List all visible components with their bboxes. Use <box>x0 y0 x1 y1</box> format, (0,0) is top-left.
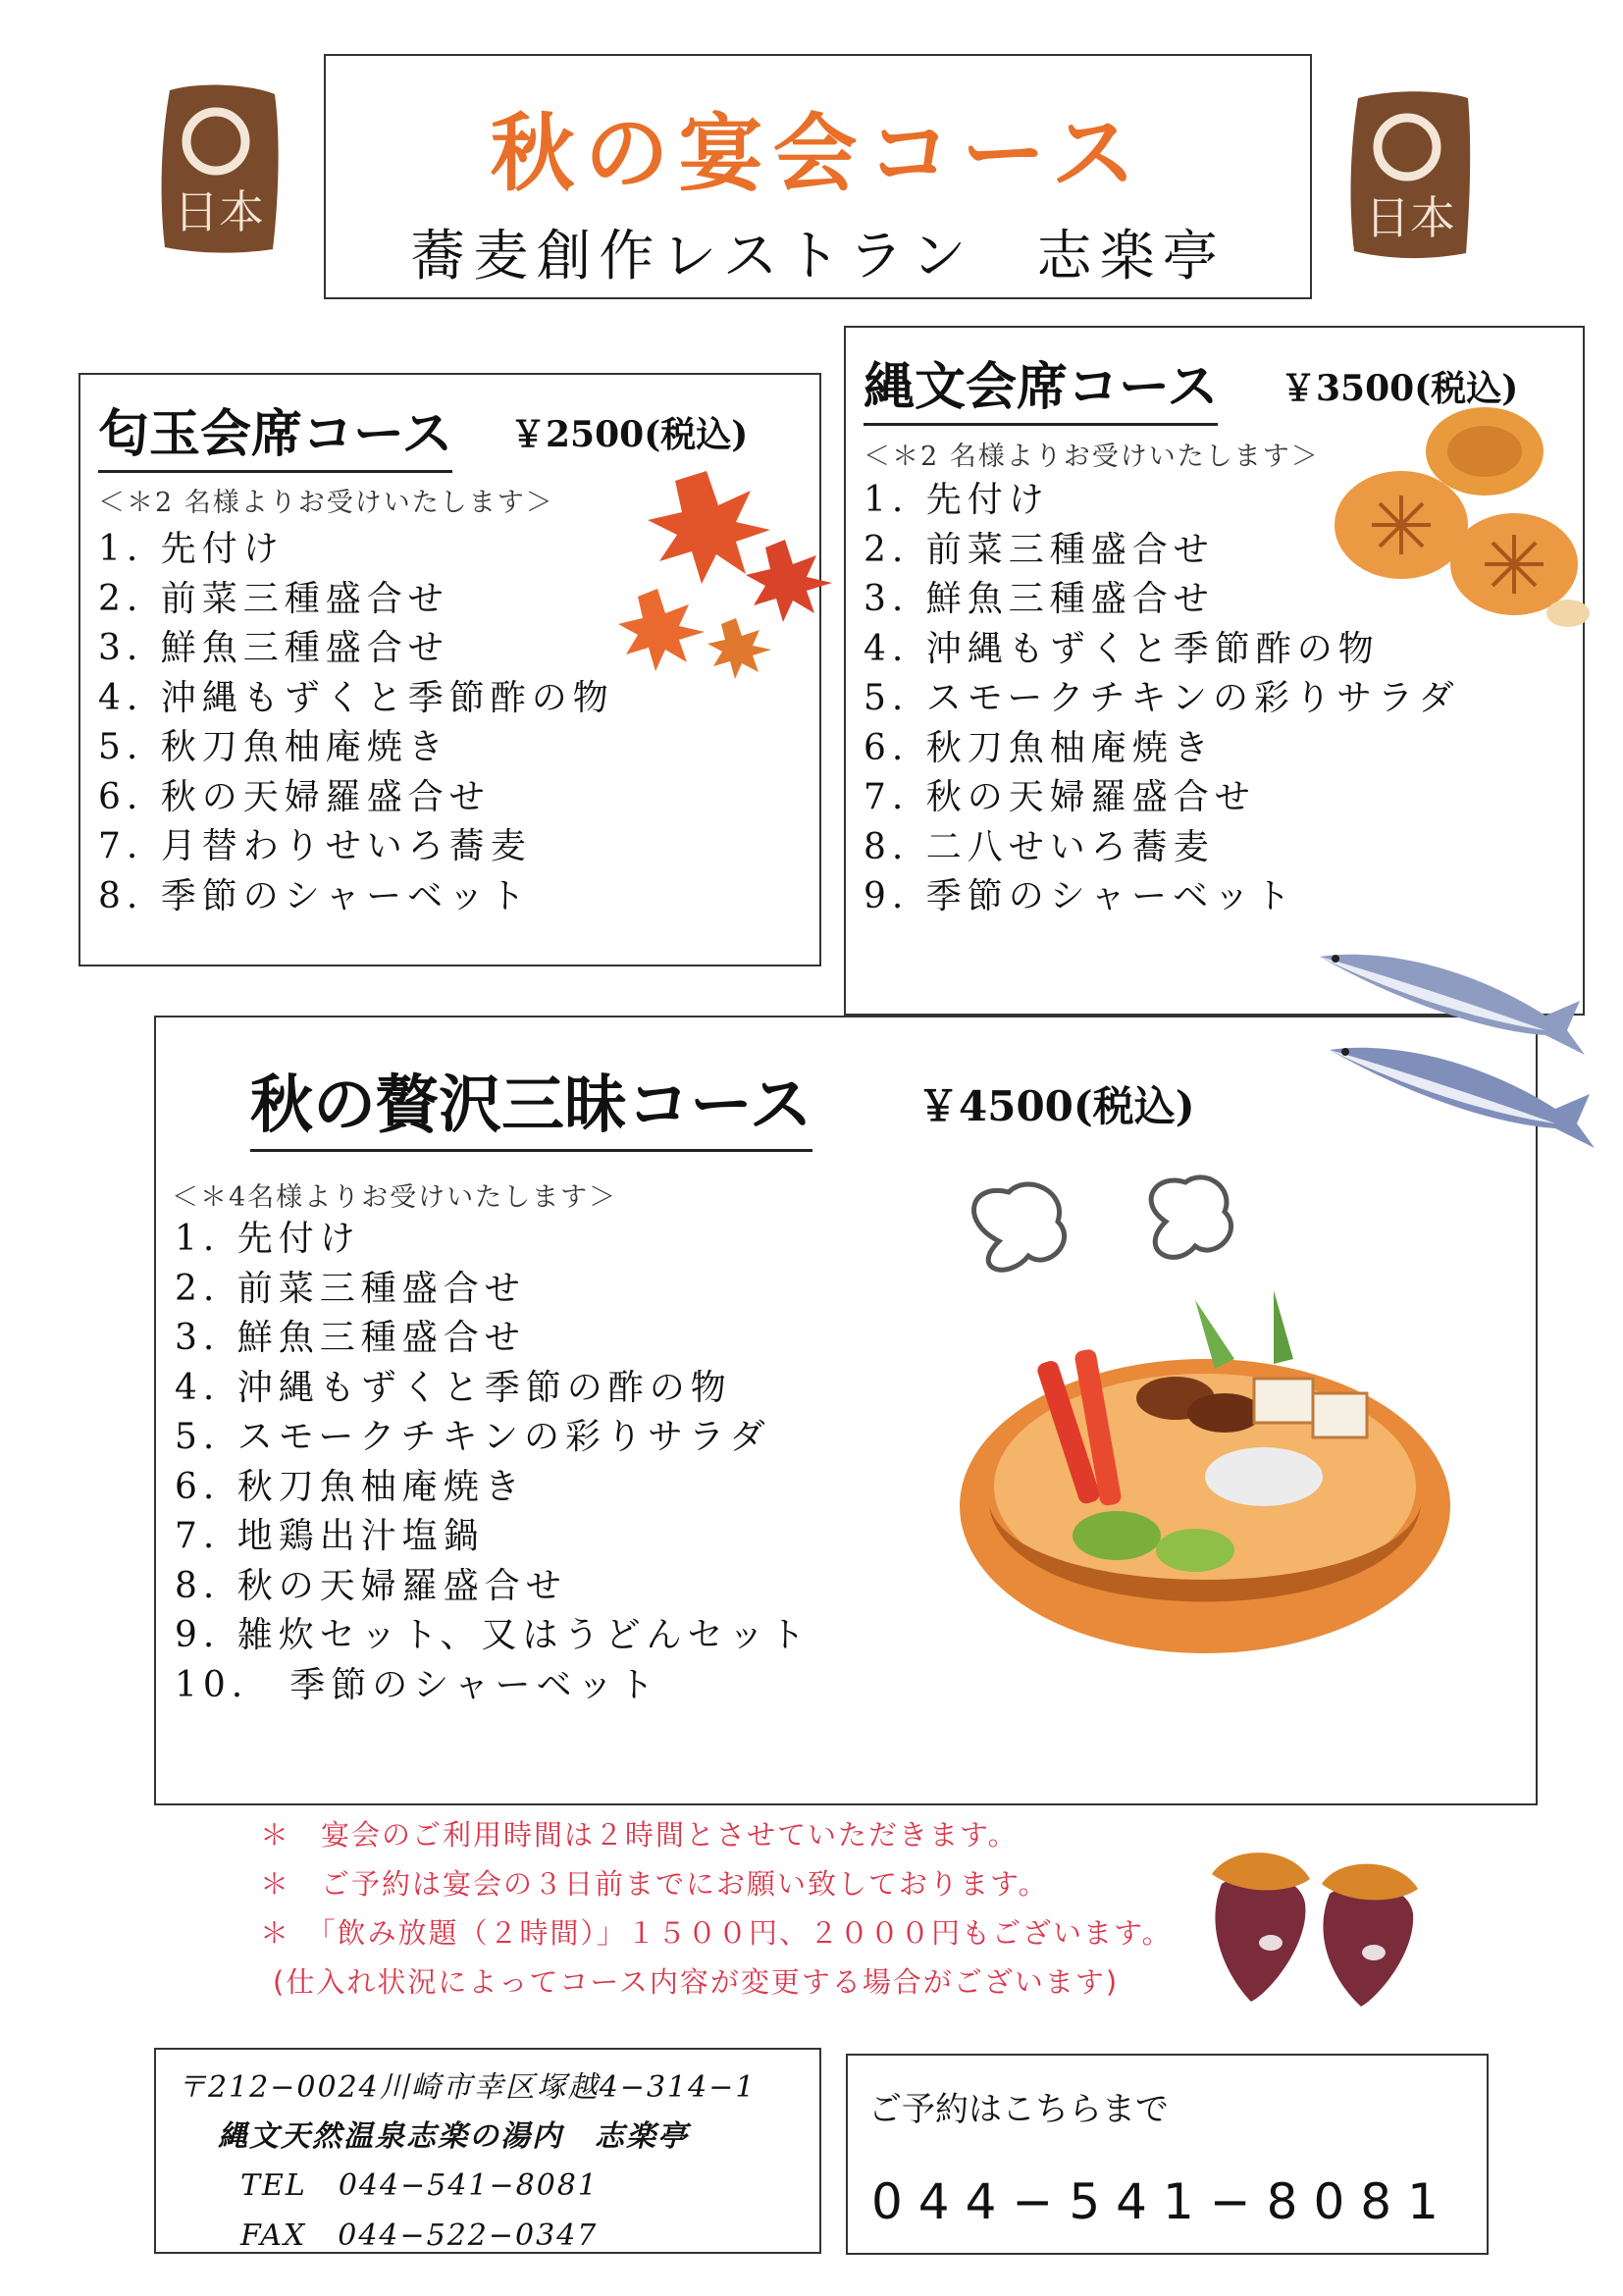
list-item: 4. 沖縄もずくと季節酢の物 <box>98 677 614 718</box>
course-2-note: ＜＊2 名様よりお受けいたします＞ <box>864 442 1320 472</box>
course-1-title: 匂玉会席コース <box>98 392 452 473</box>
address-fax: FAX 044−522−0347 <box>240 2218 599 2253</box>
reservation-phone: 044−541−8081 <box>871 2173 1454 2230</box>
notice-reservation-deadline: ＊ ご予約は宴会の３日前までにお願い致しております。 <box>260 1867 1049 1901</box>
list-item: 2. 前菜三種盛合せ <box>175 1268 526 1309</box>
sweet-potato-illustration <box>1192 1835 1428 2011</box>
course-3-note: ＜＊4名様よりお受けいたします＞ <box>172 1182 618 1213</box>
address-place: 縄文天然温泉志楽の湯内 志楽亭 <box>218 2119 689 2154</box>
list-item: 6. 秋の天婦羅盛合せ <box>98 776 491 817</box>
notice-time-limit: ＊ 宴会のご利用時間は２時間とさせていただきます。 <box>260 1818 1019 1852</box>
course-3-items <box>175 1215 812 1710</box>
list-item: 7. 月替わりせいろ蕎麦 <box>98 826 532 866</box>
course-1-note: ＜＊2 名様よりお受けいたします＞ <box>98 488 554 518</box>
list-item: 3. 鮮魚三種盛合せ <box>98 628 449 668</box>
list-item: 1. 先付け <box>175 1219 361 1259</box>
list-item: 9. 季節のシャーベット <box>864 876 1297 916</box>
list-item: 10. 季節のシャーベット <box>175 1664 660 1705</box>
restaurant-name: 蕎麦創作レストラン 志楽亭 <box>410 225 1226 288</box>
course-1-price: ￥2500(税込) <box>510 414 749 455</box>
course-3-title: 秋の贅沢三昧コース <box>250 1055 812 1152</box>
hot-pot-illustration <box>940 1182 1450 1673</box>
logo-left <box>155 80 283 257</box>
list-item: 1. 先付け <box>98 529 285 569</box>
list-item: 5. 秋刀魚柚庵焼き <box>98 727 449 767</box>
address-tel: TEL 044−541−8081 <box>240 2168 599 2203</box>
list-item: 2. 前菜三種盛合せ <box>98 578 449 619</box>
list-item: 4. 沖縄もずくと季節酢の物 <box>864 628 1380 669</box>
list-item: 6. 秋刀魚柚庵焼き <box>175 1466 526 1507</box>
list-item: 3. 鮮魚三種盛合せ <box>175 1318 526 1358</box>
list-item: 7. 地鶏出汁塩鍋 <box>175 1516 485 1556</box>
course-2-price: ￥3500(税込) <box>1281 368 1519 409</box>
header-box <box>324 54 1312 299</box>
course-3-price: ￥4500(税込) <box>917 1082 1195 1130</box>
notice-menu-change: (仕入れ状況によってコース内容が変更する場合がございます) <box>273 1965 1120 1999</box>
address-postal: 〒212−0024川崎市幸区塚越4−314−1 <box>177 2070 757 2105</box>
sanma-fish-illustration <box>1310 937 1595 1192</box>
list-item: 9. 雑炊セット、又はうどんセット <box>175 1615 812 1655</box>
list-item: 2. 前菜三種盛合せ <box>864 529 1215 570</box>
notice-all-you-can-drink: ＊ 「飲み放題（２時間）」１５００円、２０００円もございます。 <box>260 1916 1173 1950</box>
course-1-items <box>98 525 614 921</box>
list-item: 1. 先付け <box>864 480 1050 520</box>
reservation-label: ご予約はこちらまで <box>868 2090 1169 2129</box>
logo-left-text: 日本 <box>174 185 264 238</box>
list-item: 4. 沖縄もずくと季節の酢の物 <box>175 1367 732 1408</box>
list-item: 7. 秋の天婦羅盛合せ <box>864 777 1256 817</box>
list-item: 8. 秋の天婦羅盛合せ <box>175 1565 567 1606</box>
logo-right <box>1346 86 1474 263</box>
list-item: 3. 鮮魚三種盛合せ <box>864 579 1215 619</box>
maple-leaves-illustration <box>599 451 854 716</box>
list-item: 8. 季節のシャーベット <box>98 875 532 916</box>
list-item: 8. 二八せいろ蕎麦 <box>864 826 1215 867</box>
list-item: 5. スモークチキンの彩りサラダ <box>864 678 1460 718</box>
list-item: 6. 秋刀魚柚庵焼き <box>864 727 1215 768</box>
page-title: 秋の宴会コース <box>490 104 1146 203</box>
logo-right-text: 日本 <box>1365 191 1455 244</box>
list-item: 5. スモークチキンの彩りサラダ <box>175 1417 771 1457</box>
mushroom-illustration <box>1333 397 1597 643</box>
course-2-title: 縄文会席コース <box>864 345 1218 426</box>
